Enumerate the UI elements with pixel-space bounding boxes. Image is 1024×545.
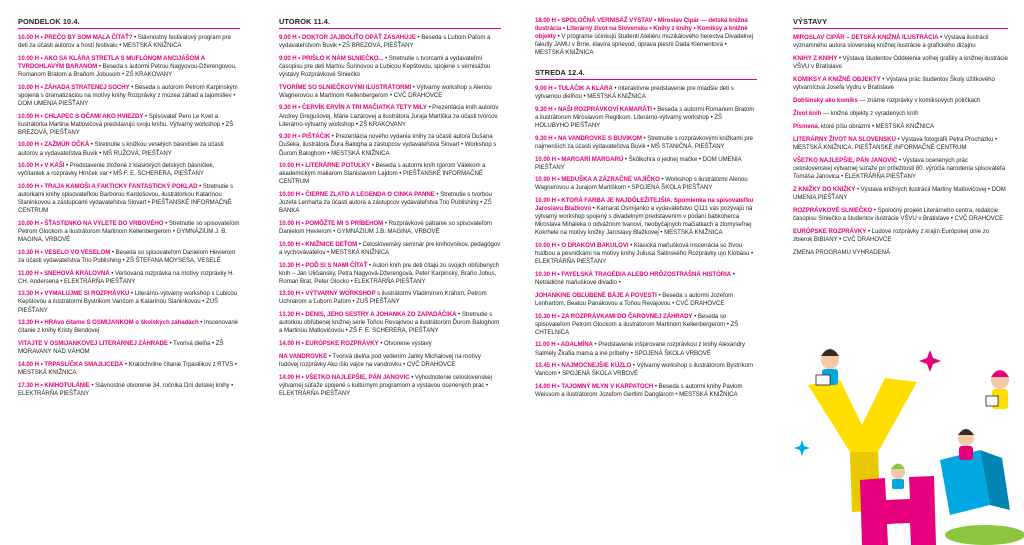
day-heading-wednesday: STREDA 12.4. — [535, 68, 585, 78]
program-event — [18, 220, 240, 244]
event-description: • Beseda s autorom Petrom Karpinským spojená s dramatizáciou na motívy knihy Rozprávky z múzea záhad a tajomstiev • DOM UMENIA PIEŠŤANY — [18, 83, 238, 107]
program-event — [279, 262, 501, 286]
event-description: • V programe účinkujú študenti Ateliéru muzikálového herectva Divadelnej fakulty JAMU v Brne, klavíra sprievod, úprava piesní Dada Klementová • MESTSKÁ KNIŽNICA — [535, 33, 753, 57]
program-event — [279, 34, 501, 50]
program-event — [279, 133, 501, 157]
event-description: • Predstavenie zloženě z klasických detských básničiek, vyčítaniek a rozprávky Hrnček var • MŠ F. E. SCHERERA, PIEŠŤANY — [18, 162, 215, 178]
event-title: 9.30 H • NA VANDROVKE S BUVIKOM — [535, 134, 642, 142]
event-title: Život knih — [793, 109, 822, 117]
event-description: • Stretnutie so spisovateľom Petrom Glockom a ilustrátorom Martinom Kellenbergerom • GYMNÁZIUM J. B. MAGINA, VRBOVÉ — [18, 219, 240, 244]
event-title: 10.00 H • KTORÁ FARBA JE NAJDÔLEŽITEJŠIA. Spomienka na spisovateľku Jaroslavu Blažkovú — [535, 197, 754, 213]
event-description: • Tvorivá dielňa pod vedením Janky Michalovej na motívy ľudovej rozprávky Ako išlo vajce na vandrovku • CVČ DRAHOVCE — [279, 352, 481, 368]
event-description: • Výstava knižných ilustrácií Martiny Matlovičovej • DOM UMENIA PIEŠŤANY — [793, 185, 1006, 201]
program-event — [793, 123, 1008, 131]
event-title: 10.30 H • FAYELSKÁ TRAGÉDIA ALEBO HRÔZOSTRAŠNÁ HISTÓRIA — [535, 271, 732, 278]
event-title: 13.45 H • NAJMOCNEJŠIE KÚZLO — [535, 362, 632, 370]
program-event — [18, 113, 240, 137]
event-description: • Stretnutie s rozprávkovými knižkami pre najmenších za účasti vydavateľstva Buvik • MŠ STANIČNÁ, PIEŠŤANY — [535, 134, 754, 150]
event-description: • Beseda so spisovateľom Danielom Hevierom za účasti vydavateľstva Trio Publishing • ZŠ ŠTEFANA MOYSESA, VESELÉ — [18, 248, 236, 264]
event-description: , ktoré píšu obrazmi • MESTSKÁ KNIŽNICA — [817, 122, 935, 130]
event-description: • Veršovaná rozprávka na motívy rozprávky H. CH. Andersena • ELEKTRÁRŇA PIEŠŤANY — [18, 269, 235, 285]
event-description: • Slávnostný festivalový program pre deti za účasti autorov a hostí festivalu • MESTSKÁ KNIŽNICA — [18, 34, 231, 50]
program-event — [18, 34, 240, 50]
event-title: JOHANKINE OBĽÚBENÉ BÁJE A POVESTI — [535, 291, 657, 299]
event-title: 9.00 H • DOKTOR JAJBOLIŤO OPÄŤ ZASAHUJE — [279, 34, 416, 41]
day-heading-monday: PONDELOK 10.4. — [18, 17, 80, 26]
event-title: 10.00 H • TRAJA KAMOŠI A FAKTICKY FANTASTICKÝ POKLAD — [18, 182, 198, 190]
program-change-note: ZMENA PROGRAMU VYHRADENÁ — [793, 248, 890, 256]
event-description: • Stretnutie s autorkami knihy spisovateľkou Barborou Kardošovou, ilustrátorkou Katarínou Slaninkovou a zástupcami vydavateľstva Slovart • PIEŠŤANSKÉ INFORMAČNÉ CENTRUM — [18, 182, 234, 215]
event-description: • Výstava ocenených prác celoslovenskej výtvarnej súťaže pri príležitosti 80. výročia narodenia spisovateľa Tomáša Janovica • ELEKTRÁRŇA PIEŠŤANY — [793, 156, 1005, 180]
event-title: 9.00 H • TULÁČIK A KLÁRA — [535, 85, 613, 93]
program-event — [18, 183, 240, 215]
event-description: • Stretnutie s tvorcami a vydavateľmi časopisu pre deti Martou Šurinovou a Ľubicou Kepštovou, spojené s vernisážou výstavy Rozprávkové Slniečko — [279, 54, 491, 78]
event-description: • Beseda s autormi kníh Igorom Válekom a akademickým maliarom Stanislavom Lajdom • PIEŠŤANSKÉ INFORMAČNÉ CENTRUM — [279, 162, 486, 186]
event-description: • Výstava ilustrácií významného autora slovenskej knižnej ilustrácie a grafického dizajnu — [793, 34, 989, 50]
event-description: • Výstava študentov Oddelenia voľnej grafiky a knižnej ilustrácie VŠVU v Bratislave — [793, 54, 1008, 71]
program-event — [279, 104, 501, 128]
event-title: 10.00 H • O DRAKOVI BAKULOVI — [535, 242, 629, 250]
event-description: • Stretnutie s autorkou obľúbenej knižnej série Toňou Revajovou a ilustrátorom Ďurom Baloghom a Martinou Matlovičovou • ZŠ F. E. SCHERERA, PIEŠŤANY — [279, 311, 500, 335]
event-title: TVORÍME SO SLNIEČKOVÝMI ILUSTRÁTORMI — [279, 83, 412, 91]
program-event — [535, 341, 757, 357]
event-description: • Kamarát Osmijanko a vydavateľstvo Q111 vás pozývajú na výtvarný workshop spojený s divadelným predstavením v podaní babkoherca Miroslava Miháleka o odvážnom Ivanovi, neobyčajných mačiatkach a zlomyseľnej Kokrhele na motívy knižky Jaroslavy Blažkovej • MESTSKÁ KNIŽNICA — [535, 205, 753, 237]
event-description: • Stretnutie s tvorbou Jozefa Lenharta za účasti autora a zástupcov vydavateľstva Trio Publishing • ZŠ BANKA — [279, 191, 492, 215]
event-description: • Výstava prác študentov Školy úžitkového výtvarníctva Josefa Vydru v Bratislave — [793, 75, 995, 92]
program-event — [279, 220, 501, 236]
program-event — [535, 17, 757, 57]
program-event — [279, 191, 501, 215]
event-description: • Spisovateľ Pero Le Kvet a ilustrátorka Martina Matlovičová predstavujú svoju knihu. Výtvarný workshop • ZŠ BREZOVÁ, PIEŠŤANY — [18, 112, 234, 136]
event-description: • Prezentácia kníh autorov Andrey Gregušovej, Márie Lazárovej a ilustrátora Juraja Martiška za účasti tvorcov. Literárno-výtvarný workshop • ZŠ KRAKOVANY — [279, 104, 499, 128]
event-description: — známe rozprávky v komiksových políčkach — [857, 96, 981, 104]
program-event — [279, 290, 501, 306]
event-title: KNIHY Z KNIHY — [793, 54, 838, 62]
program-event — [279, 311, 501, 335]
event-description: • Vyhodnotenie celoslovenskej výtvarnej súťaže spojené s kultúrnym programom a výstavou ocenených prác • ELEKTRÁRŇA PIEŠŤANY — [279, 373, 492, 397]
event-description: • Workshop s ilustrátormi Alenou Wagnerovou a Jurajom Martiškom • SPOJENÁ ŠKOLA PIEŠŤANY — [535, 176, 748, 192]
program-event — [535, 292, 757, 308]
event-title: 9.30 H • NAŠI ROZPRÁVKOVÍ KAMARÁTI — [535, 105, 652, 113]
program-event — [18, 382, 240, 398]
program-event — [18, 249, 240, 265]
event-title: Písmená — [793, 122, 818, 130]
event-title: 9.00 H • PRIŠLO K NÁM SLNIEČKO... — [279, 54, 384, 62]
event-title: 13.30 H • VYMALUJME SI ROZPRÁVKU — [18, 290, 130, 298]
event-title: 10.30 H • VESELO VO VESELOM — [18, 248, 111, 256]
event-title: 13.30 H • HRAvo čítame S OSMIJANKOM o školských záhadách — [18, 319, 199, 327]
event-description: • Netradičné maňuškové divadlo • — [535, 271, 735, 287]
event-description: • Škôlkohra o jednej mačke • DOM UMENIA PIEŠŤANY — [535, 155, 742, 171]
event-description: • Slávnostné otvorenie 34. ročníka Dní detskej knihy • ELEKTRÁRŇA PIEŠŤANY — [18, 381, 234, 397]
event-description: • Beseda s autormi Jozefom Lenhartom, Beatou Panákovou a Toňou Revajovou • CVČ DRAHOVCE — [535, 291, 734, 307]
program-event — [279, 162, 501, 186]
event-description: • Beseda so spisovateľom Petrom Glockom a ilustrátorom Martinom Kellenbergerom • ZŠ CHTELNICA — [535, 312, 739, 336]
event-description: • Beseda s autormi knihy Pavlom Weissom a ilustrátorom Jozefom Gertlim Danglárom • MESTSKÁ KNIŽNICA — [535, 383, 743, 399]
event-description: • Kratochvílne čítanie Trpasliikov z RTVS • MESTSKÁ KNIŽNICA — [18, 360, 237, 376]
event-description: • Výtvarný workshop s Alenou Wagnerovou a Martinom Kellenbergerom • CVČ DRAHOVCE — [279, 83, 492, 99]
program-event — [18, 270, 240, 286]
event-title: 14.00 H • EURÓPSKE ROZPRÁVKY — [279, 340, 379, 348]
kids-reading-illustration — [790, 330, 1024, 545]
program-event — [279, 353, 501, 369]
event-title: 11.00 H • ADALMÍNA — [535, 341, 593, 349]
event-title: 14.00 H • TRPASLÍČKA SMAJLICEDA — [18, 360, 124, 368]
program-event — [279, 340, 501, 348]
program-event — [18, 340, 240, 356]
day-divider — [18, 28, 240, 29]
program-event — [793, 157, 1008, 181]
event-title: NA VANDROVKE — [279, 352, 328, 360]
event-title: 10.00 H • CHLAPEC S OČAMI AKO HVIEZDY — [18, 112, 144, 120]
event-description: • Interaktívne predstavenie pre mladšie deti s výtvarnou dielňou • MESTSKÁ KNIŽNICA — [535, 85, 734, 101]
event-title: EURÓPSKE ROZPRÁVKY — [793, 227, 867, 235]
event-description: • Literárno-výtvarný workshop s Ľubicou Kepštovou a ilustrátormi Bystríkom Vančom a Katarínou Slaninkovou • ZUŠ PIEŠŤANY — [18, 290, 238, 314]
event-title: 10.00 H • MEDUŠKA A ZÁZRAČNÉ VAJÍČKO — [535, 176, 660, 184]
event-description: • Beseda s autormi Petrou Nagyovou-Džerengovou, Romanom Bratom a Braňom Jobusom • ZŠ KRAKOVANY — [18, 62, 237, 78]
event-description: • Výtvarný workshop s ilustrátorom Bystríkom Vančom • SPOJENÁ ŠKOLA VRBOVÉ — [535, 362, 754, 378]
program-event — [793, 186, 1008, 202]
event-description: — knižné objekty z vyradených kníh — [821, 109, 919, 117]
event-description: • Ľudové rozprávky z krajín Európskej únie zo zbierok BIBIANY • CVČ DRAHOVCE — [793, 227, 990, 243]
event-description: • Autori kníh pre deti čítajú zo svojich obľúbených kníh – Ján Uličiansky, Petra Nagyová-Džerengová, Peter Karpinský, Braňo Jobus, Roman Brat, Peter Glocko • ELEKTRÁRŇA PIEŠŤANY — [279, 261, 500, 285]
event-title: 13.30 H • DENIS, JEHO SESTRY A JOHANKA ZO ZAPADÁČIKA — [279, 311, 457, 319]
program-event — [535, 176, 757, 192]
program-event — [279, 241, 501, 257]
event-title: 10.00 H • ZÁHADA STRATENEJ SOCHY — [18, 83, 130, 91]
program-event — [793, 110, 1008, 118]
program-event — [535, 135, 757, 151]
day-divider — [535, 79, 757, 80]
program-event — [18, 84, 240, 108]
program-event — [535, 313, 757, 337]
event-title: 10.00 H • AKO SA KLÁRA STRETLA S MUFLÓNOM ANCIJÁŠOM A TVRDOHLAVÝM BARANOM — [18, 54, 205, 70]
event-title: LITERÁRNY ŽIVOT NA SLOVENSKU — [793, 135, 896, 143]
program-event — [535, 197, 757, 237]
program-event — [279, 84, 501, 100]
event-title: VŠETKO NAJLEPŠIE, PÁN JANOVIC — [793, 156, 898, 164]
event-title: 10.00 H • POMÔŽTE MI S PRÍBEHOM — [279, 219, 384, 227]
event-description: • Výstava fotografií Petra Procházku • MESTSKÁ KNIŽNICA, PIEŠŤANSKÉ INFORMAČNÉ CENTRUM — [793, 135, 998, 151]
event-title: 10.30 H • POĎ SI S NAMI ČÍTAŤ — [279, 261, 368, 269]
program-event — [793, 136, 1008, 152]
event-title: 17.30 H • KNIHOTULÁNIE — [18, 381, 90, 389]
program-event — [793, 97, 1008, 105]
event-title: ROZPRÁVKOVÉ SLNIEČKO — [793, 206, 873, 214]
event-description: • Beseda s autormi Romanom Bratom a ilustrátorom Miroslavom Regitkom. Literárno-výtvarný workshop • ZŠ HOLUBYHO PIEŠŤANY — [535, 105, 755, 130]
event-description: • Rozprávkové pátranie so spisovateľom Danielom Hevierom • GYMNÁZIUM J.B. MAGINA, VRBOVÉ — [279, 219, 492, 236]
event-description: • Stretnutie s knižkou veselých básničiek za účasti autorov a vydavateľstva Buvik • MŠ RUŽOVÁ, PIEŠŤANY — [18, 141, 224, 157]
program-event — [279, 55, 501, 79]
event-title: 10.00 H • ČIERNE ZLATO A LEGENDA O CINKA PANNE — [279, 191, 435, 199]
program-event — [18, 361, 240, 377]
program-event — [535, 271, 757, 287]
program-event — [793, 55, 1008, 71]
column-monday — [18, 0, 240, 545]
event-description: • Predstavenie inšpirované rozprávkou z knihy Alexandry Salmely Žirafia mama a iné príbehy • SPOJENÁ ŠKOLA VRBOVÉ — [535, 341, 746, 357]
event-title: 10.00 H • MARGARÍ MARGARÚ — [535, 155, 624, 163]
event-title: 11.00 H • SNEHOVÁ KRÁĽOVNÁ — [18, 269, 110, 277]
event-description: • Celoslovenský seminár pre knihovníkov, pedagógov a vychovávateľov • MESTSKÁ KNIŽNICA — [279, 240, 501, 256]
program-event — [535, 85, 757, 101]
event-title: 10.00 H • ŠŤASTENKO NA VÝLETE DO VRBOVÉHO — [18, 219, 164, 227]
program-event — [793, 76, 1008, 92]
event-title: 10.00 H • PREČO BY SOM MALA ČÍTAŤ? — [18, 34, 133, 41]
event-description: • Otvorenie výstavy — [378, 340, 432, 348]
event-title: 13.00 H • VÝTVARNÝ WORKSHOP — [279, 290, 376, 298]
event-description: • Spoločný projekt Literárneho centra, redakcie časopisu Slniečko a študentov ilustrácie VŠVU v Bratislave • CVČ DRAHOVCE — [793, 206, 1004, 222]
program-event — [535, 383, 757, 399]
event-title: VITAJTE V OSMIJANKOVEJ LITERÁRNEJ ZÁHRADE — [18, 340, 168, 348]
event-title: 10.30 H • ZA ROZPRÁVKAMI DO ČAROVNEJ ZÁHRADY — [535, 312, 693, 320]
program-event — [535, 156, 757, 172]
event-title: 10.00 H • KNIŽNICE DEŤOM — [279, 240, 358, 248]
event-description: s ilustrátormi Vladimírom Kráľom, Petrom Uchnárom a Ľubom Paľom • ZUŠ PIEŠŤANY — [279, 290, 487, 306]
column-wednesday — [535, 0, 757, 545]
event-title: 14.00 H • VŠETKO NAJLEPŠIE, PÁN JANOVIC — [279, 373, 410, 381]
event-title: 10.00 H • LITERÁRNE POTULKY — [279, 162, 371, 170]
event-description: • Prezentácia nového vydania knihy za účasti autora Dušana Dušeka, ilustrátora Ďura Balogha a zástupcov vydavateľstva Slovart • Workshop s Ďurom Baloghom • MESTSKÁ KNIŽNICA — [279, 133, 497, 157]
event-title: 9.30 H • ČERVÍK ERVÍN A TRI MAČIATKA TETY MILY — [279, 104, 427, 112]
program-event — [18, 162, 240, 178]
event-title: 9.30 H • PIŠTÁČIK — [279, 133, 331, 141]
program-event — [18, 141, 240, 157]
event-description: • Tvorivá dielňa • ZŠ MORAVANY NAD VÁHOM — [18, 340, 224, 356]
program-event — [793, 228, 1008, 244]
program-event — [793, 34, 1008, 50]
program-event — [18, 290, 240, 314]
exhibitions-heading: VÝSTAVY — [793, 17, 828, 26]
day-divider — [279, 28, 501, 29]
event-title: 10.00 H • ZAŽMÚR OČKÁ — [18, 141, 90, 149]
event-title: 10.00 H • V KAŠI — [18, 162, 65, 170]
event-title: KOMIKSY A KNIŽNÉ OBJEKTY — [793, 75, 881, 83]
day-heading-tuesday: UTOROK 11.4. — [279, 17, 331, 26]
program-event — [535, 242, 757, 266]
event-title: 18.00 H • SPOLOČNÁ VERNISÁŽ VÝSTAV • Miroslav Cipár — detská knižná ilustrácia • Literárny život na Slovensku • Knihy z knihy • Komiksy a knižné objekty — [535, 17, 748, 41]
program-event — [535, 362, 757, 378]
program-event — [793, 207, 1008, 223]
event-title: Z KNIŽKY DO KNIŽKY — [793, 185, 856, 193]
program-event — [279, 374, 501, 398]
day-divider — [793, 28, 1008, 29]
event-description: • Beseda s Ľubom Paľom a vydavateľstvom Buvik • ZŠ BREZOVÁ, PIEŠŤANY — [279, 34, 491, 50]
event-title: 14.00 H • TAJOMNÝ MLYN V KARPATOCH — [535, 383, 654, 390]
event-description: • Inscenované čítanie z knihy Kristy Bendovej — [18, 319, 239, 335]
event-description: • Klasická maňušková inscenácia so živou hudbou a pesničkami na motívy knihy Juliusa Satinského Rozprávky ujo Klobásu • ELEKTRÁRŇA PIEŠŤANY — [535, 242, 754, 266]
event-title: MIROSLAV CIPÁR – DETSKÁ KNIŽNÁ ILUSTRÁCIA — [793, 34, 939, 41]
program-event — [18, 55, 240, 79]
column-tuesday — [279, 0, 501, 545]
program-event — [18, 319, 240, 335]
program-event — [535, 106, 757, 130]
event-title: Dobšinský ako komiks — [793, 96, 858, 104]
